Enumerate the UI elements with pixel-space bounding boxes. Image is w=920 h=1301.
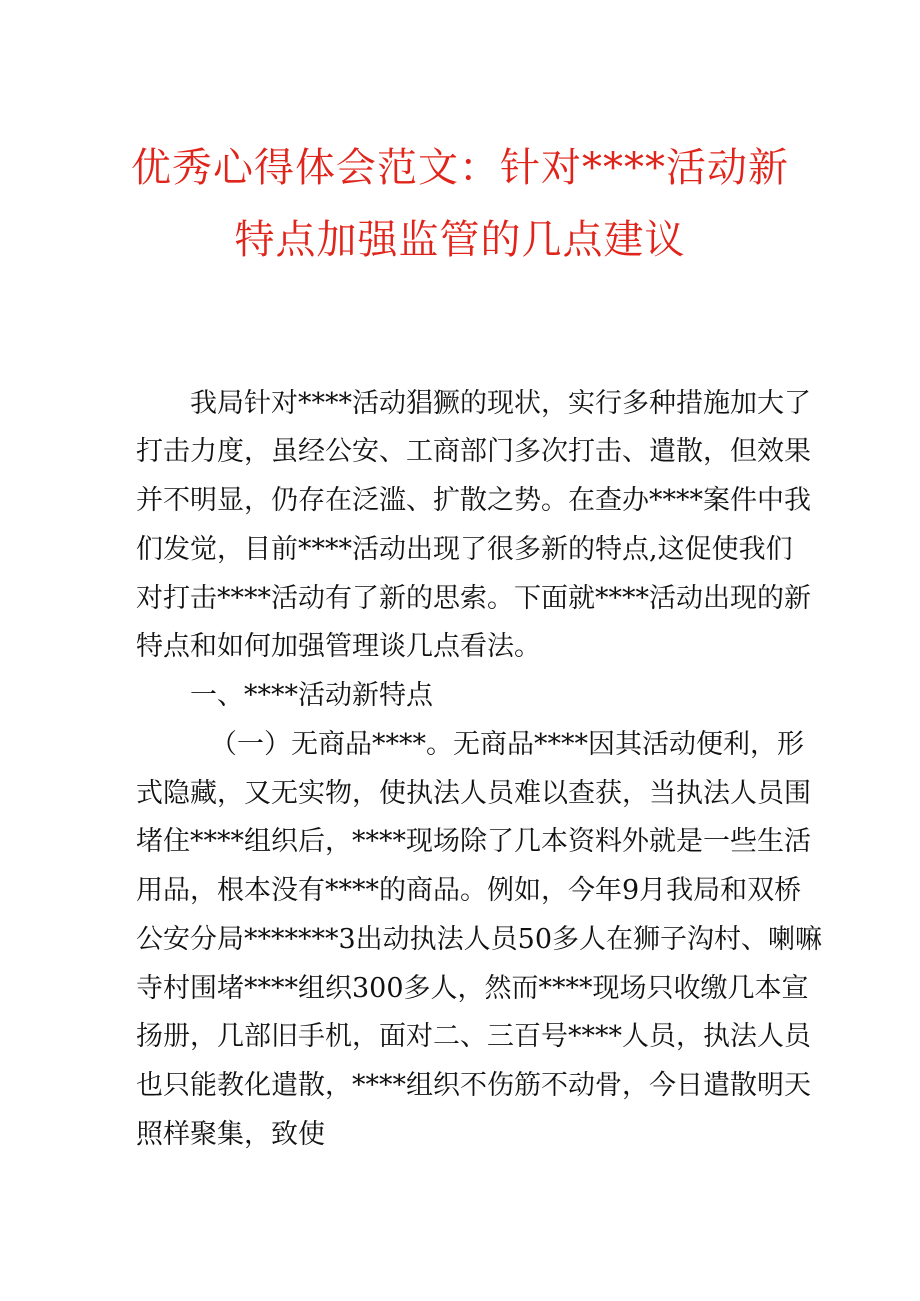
paragraph-2-line-3: 堵住****组织后，****现场除了几本资料外就是一些生活 xyxy=(136,826,811,857)
paragraph-2-line-8: 也只能教化遣散，****组织不伤筋不动骨，今日遣散明天 xyxy=(136,1070,811,1101)
paragraph-1-line-2: 打击力度，虽经公安、工商部门多次打击、遣散，但效果 xyxy=(136,436,811,467)
paragraph-2-line-5: 公安分局*******3出动执法人员50多人在狮子沟村、喇嘛 xyxy=(136,924,823,955)
paragraph-1-line-5: 对打击****活动有了新的思索。下面就****活动出现的新 xyxy=(136,583,811,614)
paragraph-2-line-1: （一）无商品****。无商品****因其活动便利，形 xyxy=(210,729,804,760)
paragraph-1-line-1: 我局针对****活动猖獗的现状，实行多种措施加大了 xyxy=(190,388,811,419)
paragraph-2-line-4: 用品，根本没有****的商品。例如，今年9月我局和双桥 xyxy=(136,875,802,906)
document-title-line-2: 特点加强监管的几点建议 xyxy=(234,217,686,263)
paragraph-2-line-6: 寺村围堵****组织300多人，然而****现场只收缴几本宣 xyxy=(136,973,809,1004)
paragraph-2-line-2: 式隐藏，又无实物，使执法人员难以查获，当执法人员围 xyxy=(136,778,811,809)
document-title-line-1: 优秀心得体会范文：针对****活动新 xyxy=(131,145,789,191)
paragraph-2-line-7: 扬册，几部旧手机，面对二、三百号****人员，执法人员 xyxy=(136,1021,811,1052)
paragraph-1-line-4: 们发觉，目前****活动出现了很多新的特点,这促使我们 xyxy=(136,534,793,565)
paragraph-2-line-9: 照样聚集，致使 xyxy=(136,1119,325,1150)
paragraph-1-line-6: 特点和如何加强管理谈几点看法。 xyxy=(136,631,541,662)
section-heading-1: 一、****活动新特点 xyxy=(190,680,433,711)
paragraph-1-line-3: 并不明显，仍存在泛滥、扩散之势。在查办****案件中我 xyxy=(136,485,811,516)
